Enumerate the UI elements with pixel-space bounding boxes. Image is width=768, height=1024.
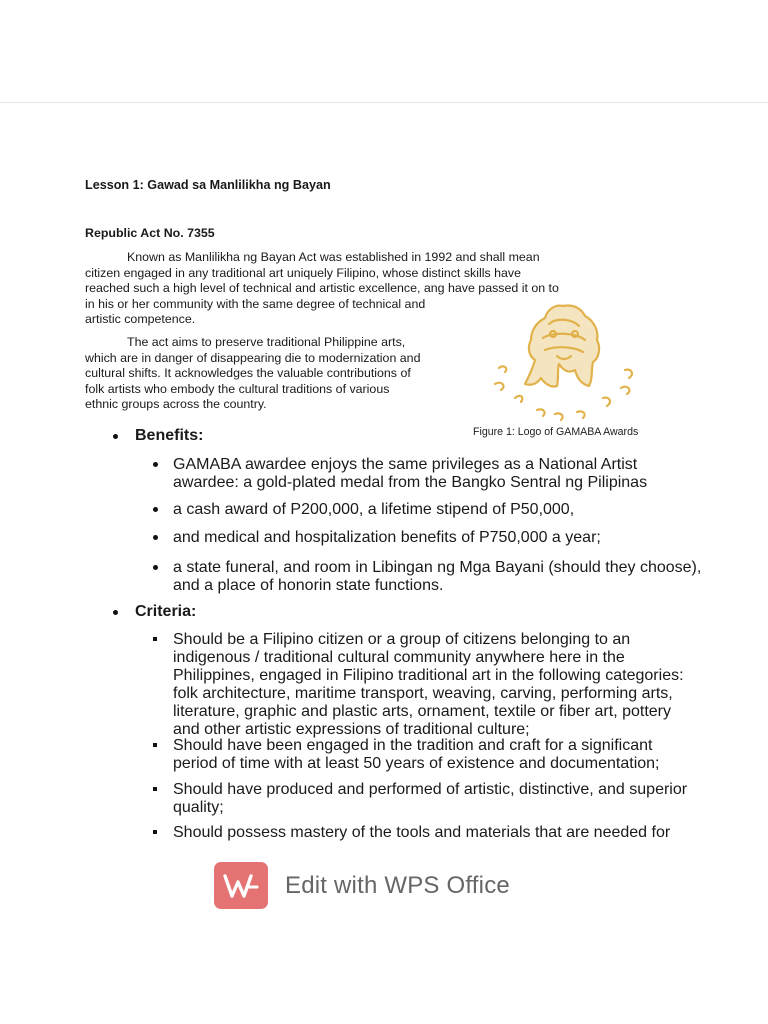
benefit-item: GAMABA awardee enjoys the same privileges as a National Artist awardee: a gold-plated medal from the Bangko Sentral ng Pilipinas [173,456,638,492]
paragraph-line: Known as Manlilikha ng Bayan Act was established in 1992 and shall mean [127,250,540,264]
criteria-item: Should be a Filipino citizen or a group of citizens belonging to an indigenous / traditional cultural community anywhere here in the Philippines, engaged in Filipino traditional art in the following categories: folk architecture, maritime transport, weaving, carving, performing arts, literature, graphic and plastic arts, ornament, textile or fiber art, pottery and other artistic expressions of traditional culture; [173,631,638,739]
paragraph-line: ethnic groups across the country. [85,397,267,412]
bullet-icon [113,610,118,615]
criteria-section [85,603,645,621]
paragraph-line: artistic competence. [85,312,196,327]
bullet-icon [153,507,158,512]
figure-caption: Figure 1: Logo of GAMABA Awards [473,426,639,438]
edit-with-wps-label: Edit with WPS Office [285,871,510,899]
gamaba-logo-figure [485,298,645,428]
wps-logo-icon [214,862,268,909]
square-bullet-icon [153,637,157,641]
benefit-item: and medical and hospitalization benefits of P750,000 a year; [173,529,638,547]
square-bullet-icon [153,743,157,747]
bullet-icon [153,565,158,570]
square-bullet-icon [153,830,157,834]
paragraph-line: reached such a high level of technical and artistic excellence, ang have passed it on to [85,281,559,296]
square-bullet-icon [153,787,157,791]
criteria-item: Should possess mastery of the tools and materials that are needed for [173,824,638,842]
bullet-icon [113,434,118,439]
gamaba-logo-image [485,298,645,428]
bullet-icon [153,535,158,540]
criteria-item: Should have been engaged in the tradition and craft for a significant period of time with at least 50 years of existence and documentation; [173,737,638,773]
viewer-top-bar [0,0,768,103]
republic-act-heading: Republic Act No. 7355 [85,226,215,240]
paragraph-line: The act aims to preserve traditional Philippine arts, [127,335,406,349]
benefit-item: a state funeral, and room in Libingan ng Mga Bayani (should they choose), and a place of honorin state functions. [173,559,638,595]
paragraph-aims [85,335,475,413]
benefits-heading: Benefits: [85,427,645,445]
paragraph-line: in his or her community with the same degree of technical and [85,296,426,311]
criteria-item: Should have produced and performed of artistic, distinctive, and superior quality; [173,781,638,817]
lesson-title: Lesson 1: Gawad sa Manlilikha ng Bayan [85,178,331,192]
criteria-heading: Criteria: [85,603,645,621]
bullet-icon [153,462,158,467]
paragraph-line: which are in danger of disappearing die to modernization and [85,350,421,365]
benefit-item: a cash award of P200,000, a lifetime stipend of P50,000, [173,501,638,519]
paragraph-line: citizen engaged in any traditional art uniquely Filipino, whose distinct skills have [85,265,521,280]
paragraph-line: cultural shifts. It acknowledges the valuable contributions of [85,366,411,381]
benefits-section [85,427,645,445]
paragraph-line: folk artists who embody the cultural traditions of various [85,381,390,396]
edit-with-wps-button[interactable] [214,862,510,909]
